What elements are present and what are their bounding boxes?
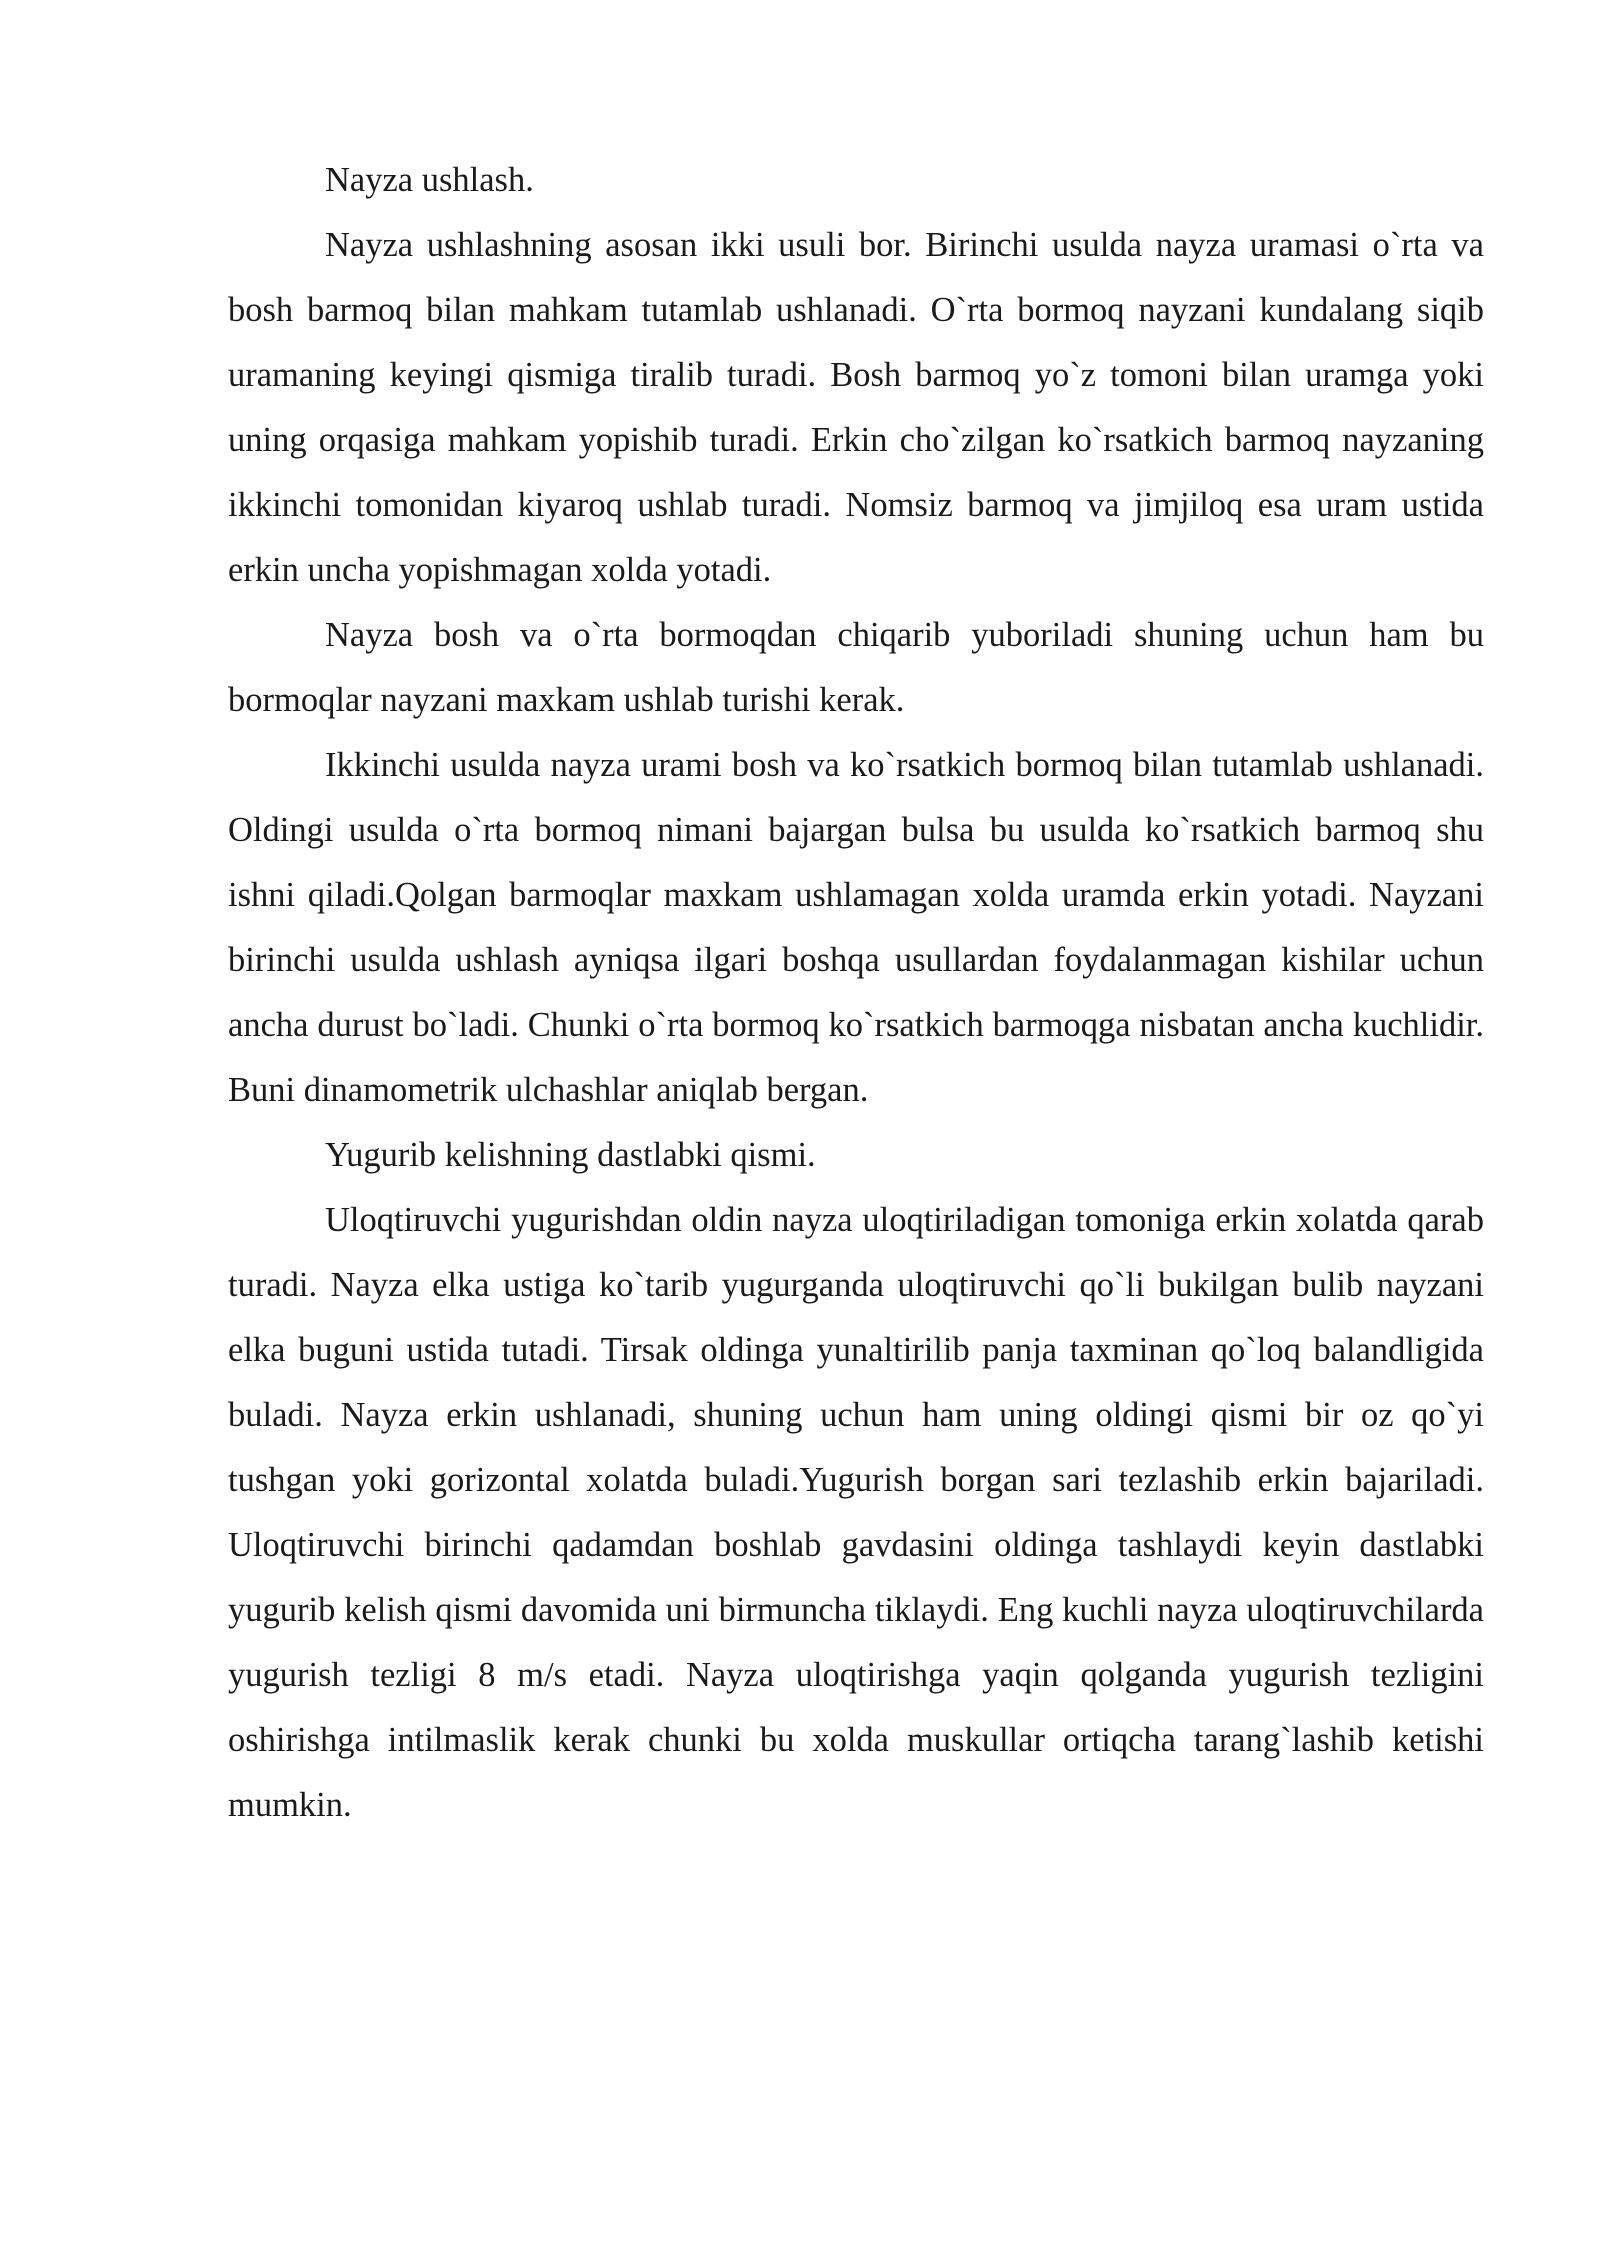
paragraph-grip-methods: Nayza ushlashning asosan ikki usuli bor. Birinchi usulda nayza uramasi o`rta va bosh barmoq bilan mahkam tutamlab ushlanadi. O`rta bormoq nayzani kundalang siqib uramaning keyingi qismiga tiralib turadi. Bosh barmoq yo`z tomoni bilan uramga yoki uning orqasiga mahkam yopishib turadi. Erkin cho`zilgan ko`rsatkich barmoq nayzaning ikkinchi tomonidan kiyaroq ushlab turadi. Nomsiz barmoq va jimjiloq esa uram ustida erkin uncha yopishmagan xolda yotadi. xyxy=(228,226,1484,589)
document-page xyxy=(228,148,1484,1838)
paragraph-release-fingers: Nayza bosh va o`rta bormoqdan chiqarib yuboriladi shuning uchun ham bu bormoqlar nayzani maxkam ushlab turishi kerak. xyxy=(228,616,1484,719)
section-heading-run-up: Yugurib kelishning dastlabki qismi. xyxy=(325,1136,816,1174)
paragraph-second-method: Ikkinchi usulda nayza urami bosh va ko`rsatkich bormoq bilan tutamlab ushlanadi. Oldingi usulda o`rta bormoq nimani bajargan bulsa bu usulda ko`rsatkich barmoq shu ishni qiladi.Qolgan barmoqlar maxkam ushlamagan xolda uramda erkin yotadi. Nayzani birinchi usulda ushlash ayniqsa ilgari boshqa usullardan foydalanmagan kishilar uchun ancha durust bo`ladi. Chunki o`rta bormoq ko`rsatkich barmoqga nisbatan ancha kuchlidir. Buni dinamometrik ulchashlar aniqlab bergan. xyxy=(228,746,1484,1109)
section-heading-spear-grip: Nayza ushlash. xyxy=(325,161,534,199)
paragraph-run-up-description: Uloqtiruvchi yugurishdan oldin nayza uloqtiriladigan tomoniga erkin xolatda qarab turadi. Nayza elka ustiga ko`tarib yugurganda uloqtiruvchi qo`li bukilgan bulib nayzani elka buguni ustida tutadi. Tirsak oldinga yunaltirilib panja taxminan qo`loq balandligida buladi. Nayza erkin ushlanadi, shuning uchun ham uning oldingi qismi bir oz qo`yi tushgan yoki gorizontal xolatda buladi.Yugurish borgan sari tezlashib erkin bajariladi. Uloqtiruvchi birinchi qadamdan boshlab gavdasini oldinga tashlaydi keyin dastlabki yugurib kelish qismi davomida uni birmuncha tiklaydi. Eng kuchli nayza uloqtiruvchilarda yugurish tezligi 8 m/s etadi. Nayza uloqtirishga yaqin qolganda yugurish tezligini oshirishga intilmaslik kerak chunki bu xolda muskullar ortiqcha tarang`lashib ketishi mumkin. xyxy=(228,1201,1484,1824)
